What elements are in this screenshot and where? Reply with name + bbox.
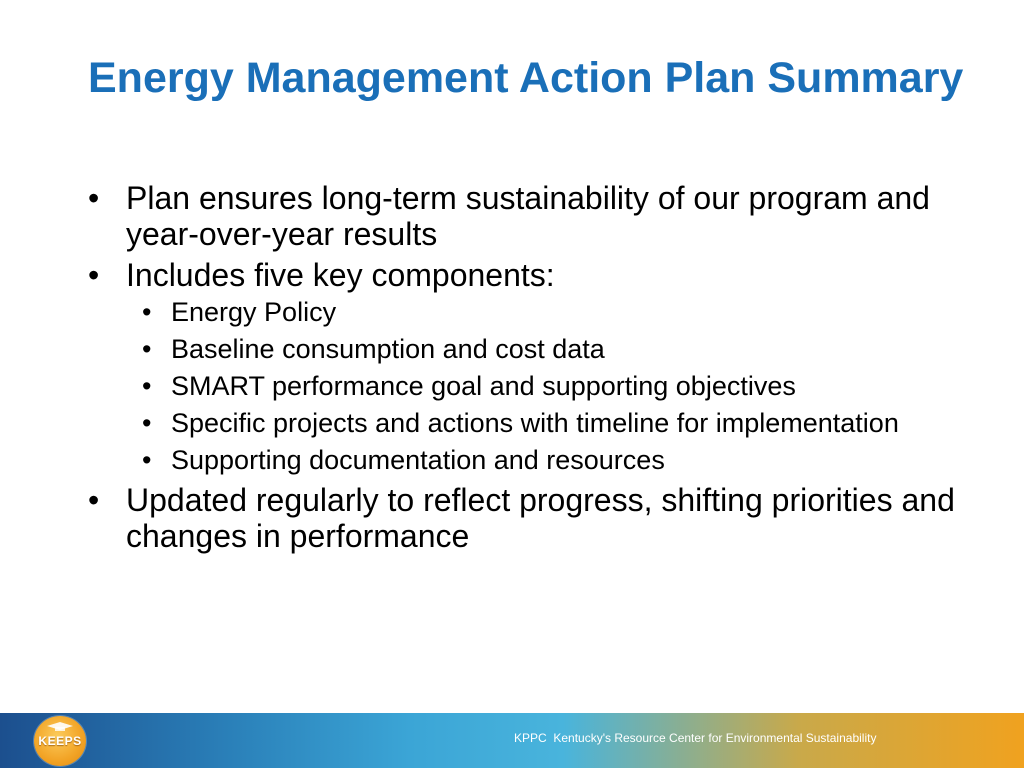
bullet-marker: •	[88, 482, 100, 518]
bullet-text: Updated regularly to reflect progress, shifting priorities and changes in performance	[126, 482, 955, 554]
sub-bullet-text: Baseline consumption and cost data	[171, 334, 605, 364]
bullet-marker: •	[142, 371, 152, 401]
sub-bullet-item	[126, 371, 986, 401]
logo-text: KEEPS	[38, 734, 82, 748]
sub-bullet-item	[126, 334, 986, 364]
sub-bullet-item	[126, 297, 986, 327]
bullet-marker: •	[142, 334, 152, 364]
bullet-list	[86, 180, 986, 559]
footer-caption: KPPC Kentucky's Resource Center for Environmental Sustainability	[514, 731, 877, 745]
slide-title: Energy Management Action Plan Summary	[88, 54, 964, 102]
bullet-marker: •	[142, 408, 152, 438]
sub-bullet-text: Supporting documentation and resources	[171, 445, 665, 475]
bullet-marker: •	[88, 257, 100, 293]
sub-bullet-item	[126, 445, 986, 475]
bullet-marker: •	[88, 180, 100, 216]
bullet-item	[86, 180, 986, 252]
graduation-cap-icon	[47, 722, 73, 732]
sub-bullet-text: Specific projects and actions with timeline for implementation	[171, 408, 899, 438]
bullet-text: Includes five key components:	[126, 257, 555, 293]
bullet-item	[86, 482, 986, 554]
bullet-marker: •	[142, 445, 152, 475]
sub-bullet-list	[126, 297, 986, 475]
bullet-item	[86, 257, 986, 475]
keeps-logo	[34, 716, 86, 766]
bullet-marker: •	[142, 297, 152, 327]
sub-bullet-text: Energy Policy	[171, 297, 337, 327]
bullet-text: Plan ensures long-term sustainability of our program and year-over-year results	[126, 180, 930, 252]
sub-bullet-text: SMART performance goal and supporting objectives	[171, 371, 796, 401]
sub-bullet-item	[126, 408, 986, 438]
